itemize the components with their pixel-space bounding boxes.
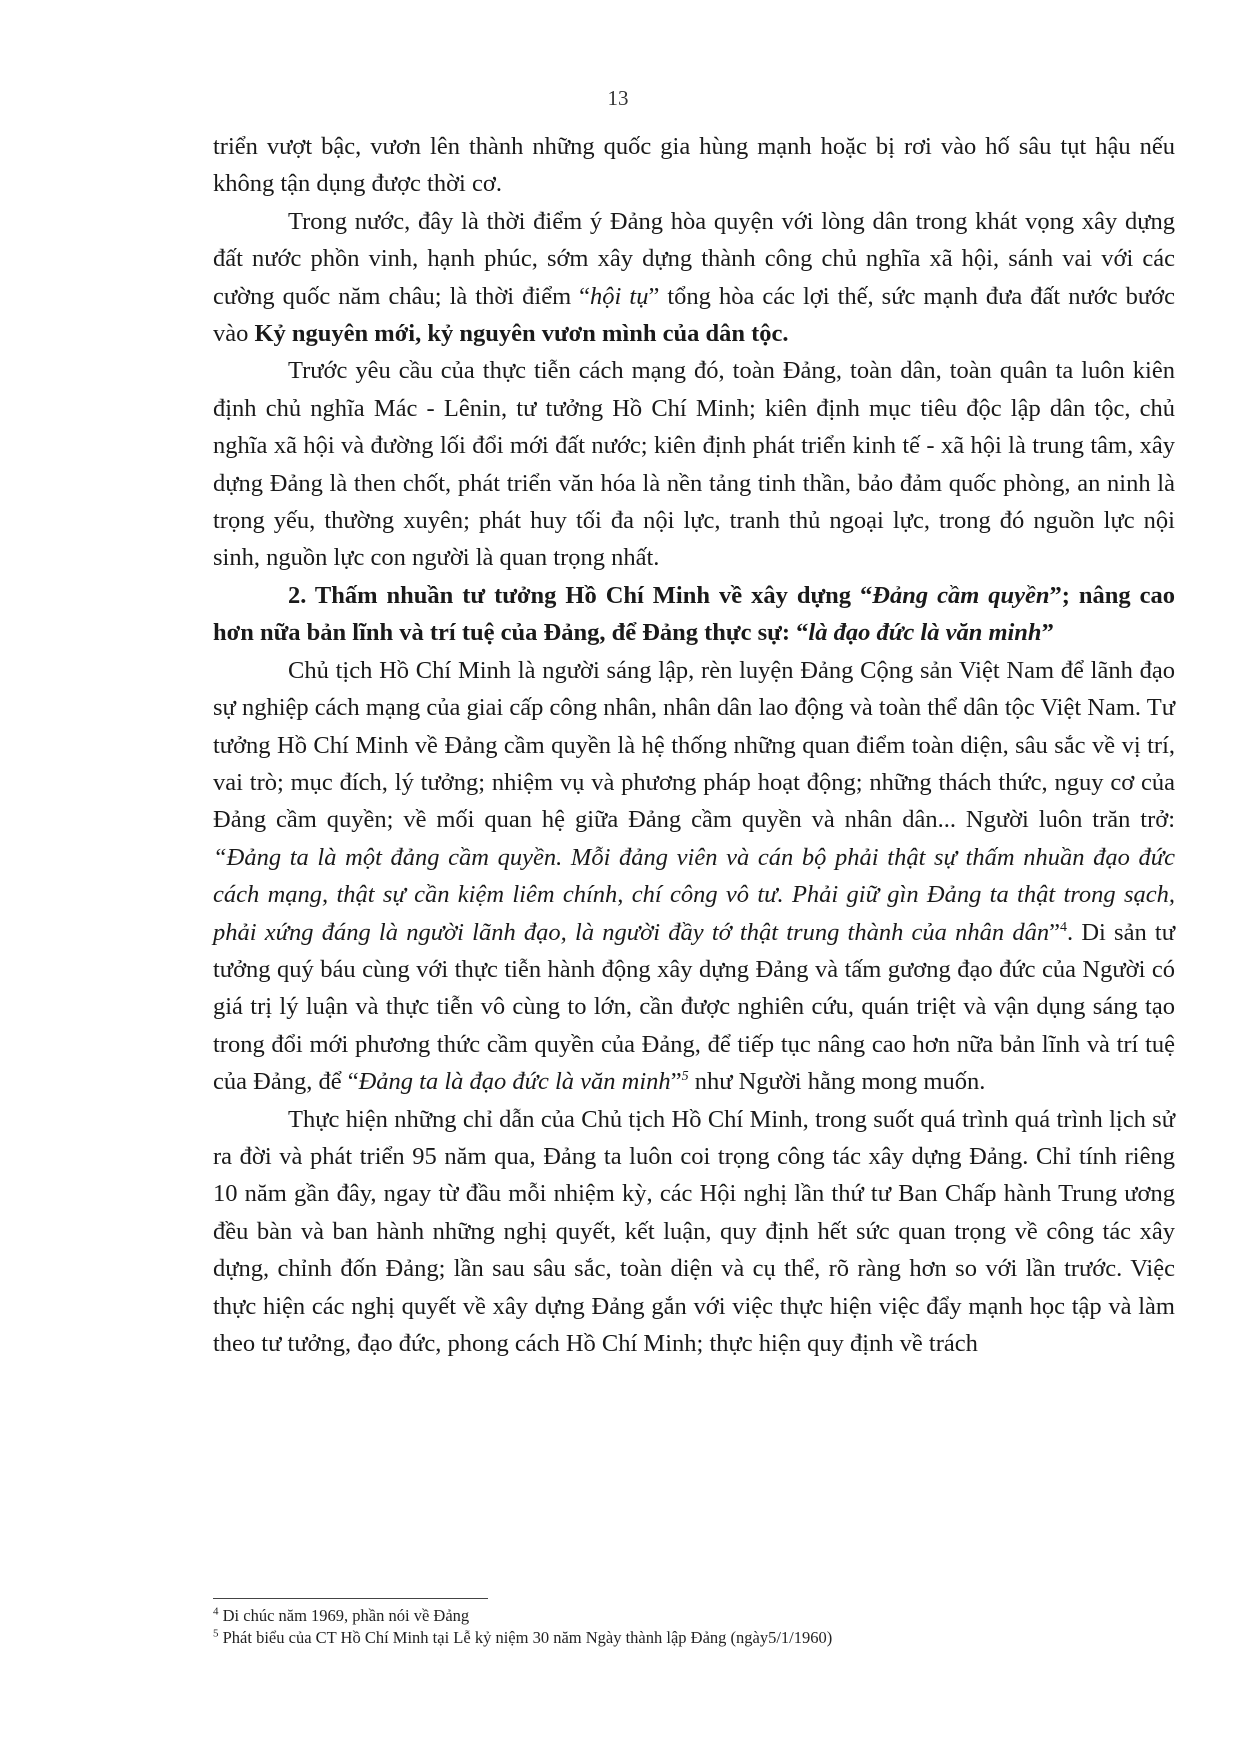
footnote-text: Di chúc năm 1969, phần nói về Đảng: [218, 1606, 470, 1625]
body-text: [213, 128, 1175, 1362]
section-heading: [213, 577, 1175, 652]
heading-italic: là đạo đức là văn minh: [808, 619, 1042, 647]
italic-span: hội tụ: [590, 282, 649, 310]
page-number: 13: [607, 86, 629, 110]
footnote-number: 4: [213, 1605, 219, 1618]
bold-span: Kỷ nguyên mới, kỷ nguyên vươn mình của dân tộc.: [254, 320, 789, 348]
paragraph-4: [213, 652, 1175, 1101]
text-span: . Di sản tư tưởng quý báu cùng với thực tiễn hành động xây dựng Đảng và tấm gương đạo đức của Người có giá trị lý luận và thực tiễn vô cùng to lớn, cần được nghiên cứu, quán triệt và vận dụng sáng tạo trong đổi mới phương thức cầm quyền của Đảng, để tiếp tục nâng cao hơn nữa bản lĩnh và trí tuệ của Đảng, để “: [213, 918, 1175, 1096]
text-span: Trong nước, đây là thời điểm ý Đảng hòa quyện với lòng dân trong khát vọng xây dựng đất nước phồn vinh, hạnh phúc, sớm xây dựng thành công chủ nghĩa xã hội, sánh vai với các cường quốc năm châu; là thời điểm “: [213, 207, 1175, 310]
footnote-4: [213, 1605, 1175, 1627]
quote-italic: “Đảng ta là một đảng cầm quyền. Mỗi đảng viên và cán bộ phải thật sự thấm nhuần đạo đức cách mạng, thật sự cần kiệm liêm chính, chí công vô tư. Phải giữ gìn Đảng ta thật trong sạch, phải xứng đáng là người lãnh đạo, là người đầy tớ thật trung thành của nhân dân: [213, 843, 1175, 946]
paragraph-5: Thực hiện những chỉ dẫn của Chủ tịch Hồ Chí Minh, trong suốt quá trình quá trình lịch sử ra đời và phát triển 95 năm qua, Đảng ta luôn coi trọng công tác xây dựng Đảng. Chỉ tính riêng 10 năm gần đây, ngay từ đầu mỗi nhiệm kỳ, các Hội nghị lần thứ tư Ban Chấp hành Trung ương đều bàn và ban hành những nghị quyết, kết luận, quy định hết sức quan trọng về công tác xây dựng, chỉnh đốn Đảng; lần sau sâu sắc, toàn diện và cụ thể, rõ ràng hơn so với lần trước. Việc thực hiện các nghị quyết về xây dựng Đảng gắn với việc thực hiện việc đẩy mạnh học tập và làm theo tư tưởng, đạo đức, phong cách Hồ Chí Minh; thực hiện quy định về trách: [213, 1105, 1175, 1357]
heading-text: 2. Thấm nhuần tư tưởng Hồ Chí Minh về xây dựng “: [288, 581, 873, 609]
paragraph-3: Trước yêu cầu của thực tiễn cách mạng đó, toàn Đảng, toàn dân, toàn quân ta luôn kiên định chủ nghĩa Mác - Lênin, tư tưởng Hồ Chí Minh; kiên định mục tiêu độc lập dân tộc, chủ nghĩa xã hội và đường lối đổi mới đất nước; kiên định phát triển kinh tế - xã hội là trung tâm, xây dựng Đảng là then chốt, phát triển văn hóa là nền tảng tinh thần, bảo đảm quốc phòng, an ninh là trọng yếu, thường xuyên; phát huy tối đa nội lực, tranh thủ ngoại lực, trong đó nguồn lực nội sinh, nguồn lực con người là quan trọng nhất.: [213, 357, 1175, 572]
footnote-number: 5: [213, 1627, 219, 1640]
text-span: ”: [1049, 918, 1060, 946]
paragraph-1: triển vượt bậc, vươn lên thành những quốc gia hùng mạnh hoặc bị rơi vào hố sâu tụt hậu nếu không tận dụng được thời cơ.: [213, 133, 1175, 198]
footnote-ref-4[interactable]: 4: [1059, 919, 1067, 935]
heading-text: ”: [1041, 619, 1054, 647]
heading-italic: Đảng cầm quyền: [872, 581, 1050, 609]
footnote-divider: [213, 1598, 488, 1599]
text-span: Chủ tịch Hồ Chí Minh là người sáng lập, rèn luyện Đảng Cộng sản Việt Nam để lãnh đạo sự nghiệp cách mạng của giai cấp công nhân, nhân dân lao động và toàn thể dân tộc Việt Nam. Tư tưởng Hồ Chí Minh về Đảng cầm quyền là hệ thống những quan điểm toàn diện, sâu sắc về vị trí, vai trò; mục đích, lý tưởng; nhiệm vụ và phương pháp hoạt động; những thách thức, nguy cơ của Đảng cầm quyền; về mối quan hệ giữa Đảng cầm quyền và nhân dân... Người luôn trăn trở:: [213, 656, 1175, 834]
footnote-text: Phát biểu của CT Hồ Chí Minh tại Lễ kỷ niệm 30 năm Ngày thành lập Đảng (ngày5/1/1960): [218, 1628, 833, 1647]
footnotes: [213, 1598, 1175, 1649]
text-span: ”: [670, 1068, 682, 1096]
heading-text: ”; nâng cao hơn nữa bản lĩnh và trí tuệ của Đảng, để Đảng thực sự: “: [213, 581, 1176, 647]
text-span: ” tổng hòa các lợi thế, sức mạnh đưa đất nước bước vào: [213, 282, 1175, 348]
quote-italic: Đảng ta là đạo đức là văn minh: [358, 1068, 671, 1096]
paragraph-2: [213, 203, 1175, 353]
footnote-5: [213, 1627, 1175, 1649]
footnote-ref-5[interactable]: 5: [681, 1069, 689, 1084]
text-span: như Người hằng mong muốn.: [688, 1068, 986, 1096]
